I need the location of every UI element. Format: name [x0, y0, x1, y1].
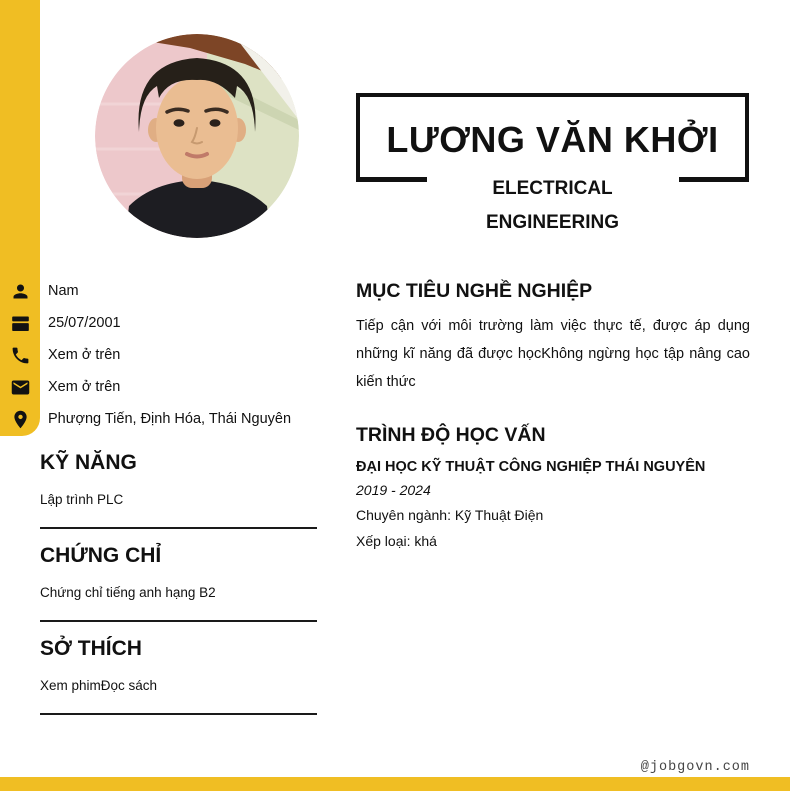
education-school: ĐẠI HỌC KỸ THUẬT CÔNG NGHIỆP THÁI NGUYÊN [356, 459, 706, 475]
section-certificates [40, 543, 317, 622]
job-title-line-2: ENGINEERING [485, 212, 620, 233]
contact-row-birthdate [0, 307, 356, 339]
email-value: Xem ở trên [48, 379, 121, 395]
section-divider [40, 620, 317, 622]
section-divider [40, 527, 317, 529]
phone-icon [0, 345, 40, 366]
job-title [356, 172, 749, 240]
location-icon [0, 409, 40, 430]
education-grade: Xếp loại: khá [356, 533, 437, 549]
contact-row-address [0, 403, 356, 435]
objective-section-title: MỤC TIÊU NGHỀ NGHIỆP [356, 280, 593, 302]
person-icon [0, 281, 40, 302]
objective-text: Tiếp cận với môi trường làm việc thực tế, được áp dụng những kĩ năng đã được họcKhông ngừng học tập nâng cao kiến thức [356, 318, 750, 390]
profile-photo [95, 34, 299, 238]
watermark-text: @jobgovn.com [640, 760, 750, 775]
bottom-accent-bar [0, 777, 790, 791]
education-years: 2019 - 2024 [356, 482, 431, 498]
email-icon [0, 377, 40, 398]
job-title-line-1: ELECTRICAL [492, 178, 613, 199]
education-section-title: TRÌNH ĐỘ HỌC VẤN [356, 424, 546, 446]
gender-value: Nam [48, 283, 79, 299]
phone-value: Xem ở trên [48, 347, 121, 363]
birthdate-value: 25/07/2001 [48, 315, 121, 331]
contact-row-email [0, 371, 356, 403]
skills-item: Lập trình PLC [40, 492, 124, 507]
right-column [356, 278, 750, 554]
hobbies-section-title: SỞ THÍCH [40, 637, 142, 660]
name-box [356, 93, 749, 182]
candidate-name: LƯƠNG VĂN KHỞI [386, 118, 719, 160]
address-value: Phượng Tiến, Định Hóa, Thái Nguyên [48, 411, 292, 427]
section-divider [40, 713, 317, 715]
certificates-section-title: CHỨNG CHỈ [40, 544, 162, 567]
profile-photo-illustration [95, 34, 299, 238]
section-hobbies [40, 636, 317, 715]
skills-section-title: KỸ NĂNG [40, 451, 137, 474]
contact-list [0, 275, 356, 435]
certificates-item: Chứng chỉ tiếng anh hạng B2 [40, 585, 216, 600]
hobbies-item: Xem phimĐọc sách [40, 678, 158, 693]
section-skills [40, 450, 317, 529]
contact-row-phone [0, 339, 356, 371]
calendar-icon [0, 313, 40, 334]
education-major: Chuyên ngành: Kỹ Thuật Điện [356, 507, 544, 523]
contact-row-gender [0, 275, 356, 307]
